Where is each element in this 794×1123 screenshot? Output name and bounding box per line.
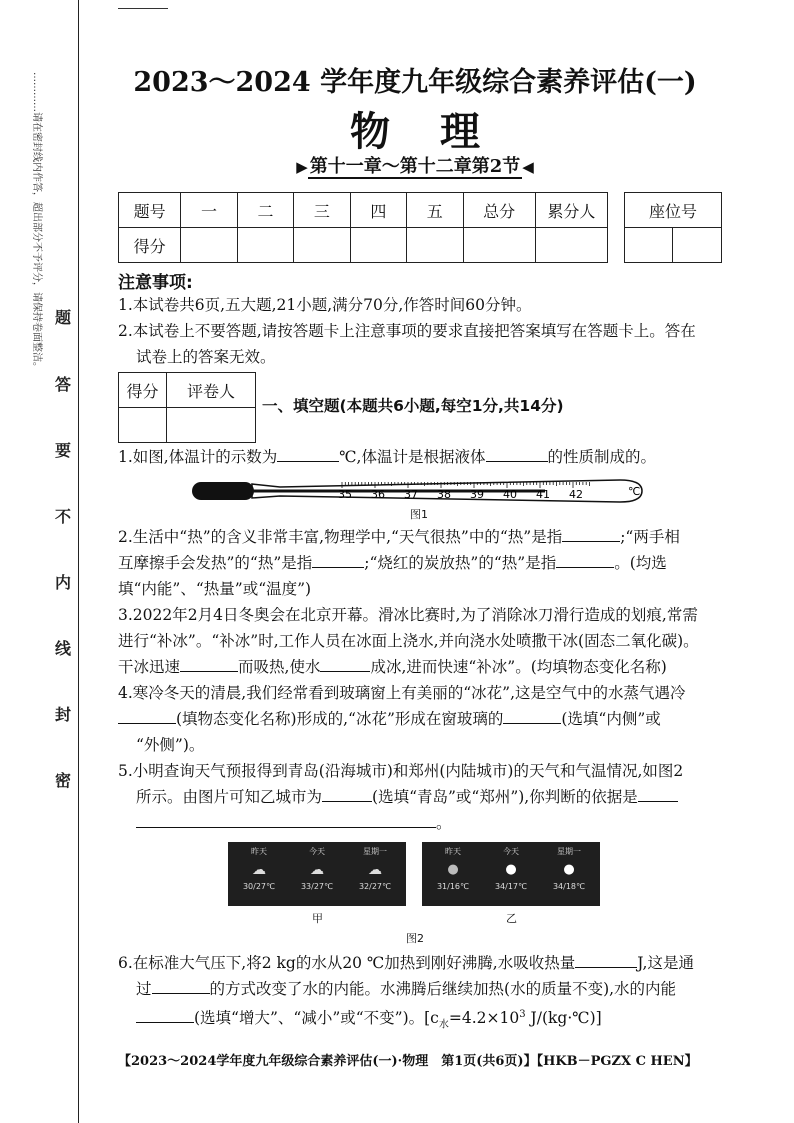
question-4-line2 [118, 706, 661, 732]
left-triangle-icon: ▶ [296, 158, 308, 176]
score-table [118, 192, 608, 263]
answer-blank[interactable] [556, 551, 614, 568]
side-char: 答 [55, 375, 72, 394]
side-char: 要 [55, 441, 72, 460]
answer-blank[interactable] [136, 811, 436, 828]
tick-label: 39 [470, 488, 484, 501]
question-6-line3 [136, 1002, 602, 1038]
question-1 [118, 444, 656, 470]
answer-blank[interactable] [152, 977, 210, 994]
chapter-range [100, 152, 730, 178]
question-2 [118, 524, 680, 550]
q1-text: 的性质制成的。 [547, 448, 657, 466]
side-note-text: …………请在密封线内作答，超出部分不予评分，请保持卷面整洁。 [31, 72, 42, 372]
answer-blank[interactable] [486, 445, 548, 462]
tick-label: 35 [338, 488, 352, 501]
weather-panel-yi [422, 842, 600, 906]
side-char: 题 [55, 308, 72, 327]
moon-icon: ● [447, 862, 459, 877]
tick-label: 41 [536, 488, 550, 501]
weather-day: 今天 [503, 847, 519, 856]
weather-temp: 32/27℃ [358, 882, 392, 891]
weather-day: 今天 [309, 847, 325, 856]
question-3-line2: 进行“补冰”。“补冰”时,工作人员在冰面上浇水,并向浇水处喷撒干冰(固态二氧化碳)。 [118, 632, 699, 650]
answer-blank[interactable] [312, 551, 364, 568]
cloud-icon: ☁ [368, 862, 382, 878]
q6-text: J,这是通 [637, 954, 694, 972]
weather-temp: 30/27℃ [242, 882, 276, 891]
thermometer-bulb [192, 482, 254, 500]
weather-temp: 31/16℃ [436, 882, 470, 891]
sun-icon: ● [563, 862, 575, 877]
side-char: 密 [55, 771, 72, 790]
question-2-line2 [118, 550, 667, 576]
chapter-text: 第十一章～第十二章第2节 [309, 156, 521, 177]
q4-text: (选填“内侧”或 [561, 710, 661, 728]
score-cell[interactable] [407, 228, 463, 263]
score-header: 题号 [119, 193, 181, 228]
grader-cell[interactable] [167, 408, 256, 443]
answer-blank[interactable] [638, 785, 678, 802]
weather-day: 昨天 [445, 847, 461, 856]
score-row-label: 得分 [119, 228, 181, 263]
score-header: 三 [294, 193, 350, 228]
notice-item: 试卷上的答案无效。 [136, 348, 276, 366]
seat-label: 座位号 [625, 193, 722, 228]
tick-label: 36 [371, 488, 385, 501]
q2-text: ;“两手相 [620, 528, 680, 546]
score-header: 五 [407, 193, 463, 228]
figure2-caption: 图2 [406, 932, 424, 945]
weather-day: 星期一 [363, 847, 387, 856]
score-header: 四 [350, 193, 406, 228]
q1-text: ℃,体温计是根据液体 [339, 448, 486, 466]
notice-item: 1.本试卷共6页,五大题,21小题,满分70分,作答时间60分钟。 [118, 296, 532, 314]
question-6 [118, 950, 694, 976]
question-2-line3: 填“内能”、“热量”或“温度”) [118, 580, 312, 598]
answer-blank[interactable] [322, 785, 372, 802]
answer-blank[interactable] [575, 951, 637, 968]
section-title: 一、填空题(本题共6小题,每空1分,共14分) [262, 397, 564, 415]
q5-text: 所示。由图片可知乙城市为 [136, 788, 323, 806]
answer-blank[interactable] [277, 445, 339, 462]
score-row [119, 228, 608, 263]
question-3: 3.2022年2月4日冬奥会在北京开幕。滑冰比赛时,为了消除冰刀滑行造成的划痕,常需 [118, 606, 698, 624]
exam-title: 2023～2024 学年度九年级综合素养评估(一) [133, 67, 697, 98]
side-note [30, 72, 50, 402]
tick-label: 37 [404, 488, 418, 501]
figure1-caption: 图1 [410, 508, 428, 521]
score-header: 总分 [463, 193, 535, 228]
weather-panel-jia [228, 842, 406, 906]
score-cell[interactable] [535, 228, 607, 263]
q6-text: 的方式改变了水的内能。水沸腾后继续加热(水的质量不变),水的内能 [209, 980, 677, 998]
tick-label: 38 [437, 488, 451, 501]
score-header: 二 [237, 193, 293, 228]
answer-blank[interactable] [320, 655, 370, 672]
answer-blank[interactable] [180, 655, 238, 672]
q5-text: 。 [436, 814, 452, 832]
score-cell[interactable] [463, 228, 535, 263]
notice-heading: 注意事项: [118, 273, 193, 293]
answer-blank[interactable] [562, 525, 620, 542]
cloud-icon: ☁ [310, 862, 324, 878]
weather-day: 星期一 [557, 847, 581, 856]
sun-icon: ● [505, 862, 517, 877]
weather-temp: 34/18℃ [552, 882, 586, 891]
tick-label: 40 [503, 488, 517, 501]
side-char: 封 [55, 705, 72, 724]
question-4: 4.寒冷冬天的清晨,我们经常看到玻璃窗上有美丽的“冰花”,这是空气中的水蒸气遇冷 [118, 684, 686, 702]
notice-item: 2.本试卷上不要答题,请按答题卡上注意事项的要求直接把答案填写在答题卡上。答在 [118, 322, 696, 340]
q6-text: 过 [136, 980, 152, 998]
score-cell[interactable] [294, 228, 350, 263]
question-4-line3: “外侧”)。 [136, 736, 205, 754]
q2-text: 互摩擦手会发热”的“热”是指 [118, 554, 313, 572]
answer-blank[interactable] [136, 1006, 194, 1023]
cloud-icon: ☁ [252, 862, 266, 878]
grader-cell[interactable] [119, 408, 167, 443]
top-rule [118, 8, 168, 9]
q3-text: 成冰,进而快速“补冰”。(均填物态变化名称) [370, 658, 667, 676]
question-5-line3 [136, 810, 452, 836]
q6-text: =4.2×10 [448, 1009, 520, 1028]
weather-day: 昨天 [251, 847, 267, 856]
page-footer: 【2023～2024学年度九年级综合素养评估(一)·物理 第1页(共6页)】【HKB－PGZX C HEN】 [118, 1054, 698, 1069]
question-5: 5.小明查询天气预报得到青岛(沿海城市)和郑州(内陆城市)的天气和气温情况,如图2 [118, 762, 684, 780]
grader-name-label: 评卷人 [167, 373, 256, 408]
grader-table [118, 372, 256, 443]
answer-blank[interactable] [503, 707, 561, 724]
seat-cell[interactable] [673, 228, 722, 263]
q5-text: (选填“青岛”或“郑州”),你判断的依据是 [372, 788, 638, 806]
q2-text: 2.生活中“热”的含义非常丰富,物理学中,“天气很热”中的“热”是指 [118, 528, 563, 546]
weather-temp: 33/27℃ [300, 882, 334, 891]
side-char: 内 [55, 573, 72, 592]
q6-superscript: 3 [519, 1009, 526, 1020]
score-cell[interactable] [350, 228, 406, 263]
q6-text: 6.在标准大气压下,将2 kg的水从20 ℃加热到刚好沸腾,水吸收热量 [118, 954, 576, 972]
tick-label: 42 [569, 488, 583, 501]
seat-table [624, 192, 722, 263]
q6-text: J/(kg·℃)] [525, 1009, 602, 1028]
q6-text: (选填“增大”、“减小”或“不变”)。[c [194, 1009, 439, 1028]
score-header-row [119, 193, 608, 228]
question-3-line3 [118, 654, 667, 680]
q6-subscript: 水 [438, 1019, 449, 1031]
subject-title: 物理 [350, 109, 530, 155]
score-header: 累分人 [535, 193, 607, 228]
grader-score-label: 得分 [119, 373, 167, 408]
binding-line [78, 0, 79, 1123]
question-5-line2 [136, 784, 678, 810]
q2-text: ;“烧红的炭放热”的“热”是指 [364, 554, 557, 572]
score-header: 一 [181, 193, 237, 228]
side-char: 不 [55, 507, 72, 526]
panel-label-jia: 甲 [312, 912, 323, 925]
seat-cell[interactable] [625, 228, 673, 263]
score-cell[interactable] [237, 228, 293, 263]
q1-text: 1.如图,体温计的示数为 [118, 448, 278, 466]
weather-temp: 34/17℃ [494, 882, 528, 891]
side-char: 线 [55, 639, 72, 658]
question-6-line2 [136, 976, 676, 1002]
answer-blank[interactable] [118, 707, 176, 724]
q4-text: (填物态变化名称)形成的,“冰花”形成在窗玻璃的 [176, 710, 504, 728]
q2-text: 。(均选 [614, 554, 667, 572]
q3-text: 而吸热,使水 [238, 658, 321, 676]
q3-text: 干冰迅速 [118, 658, 181, 676]
right-triangle-icon: ◀ [522, 158, 534, 176]
unit-label: ℃ [628, 485, 641, 498]
score-cell[interactable] [181, 228, 237, 263]
panel-label-yi: 乙 [506, 912, 517, 925]
